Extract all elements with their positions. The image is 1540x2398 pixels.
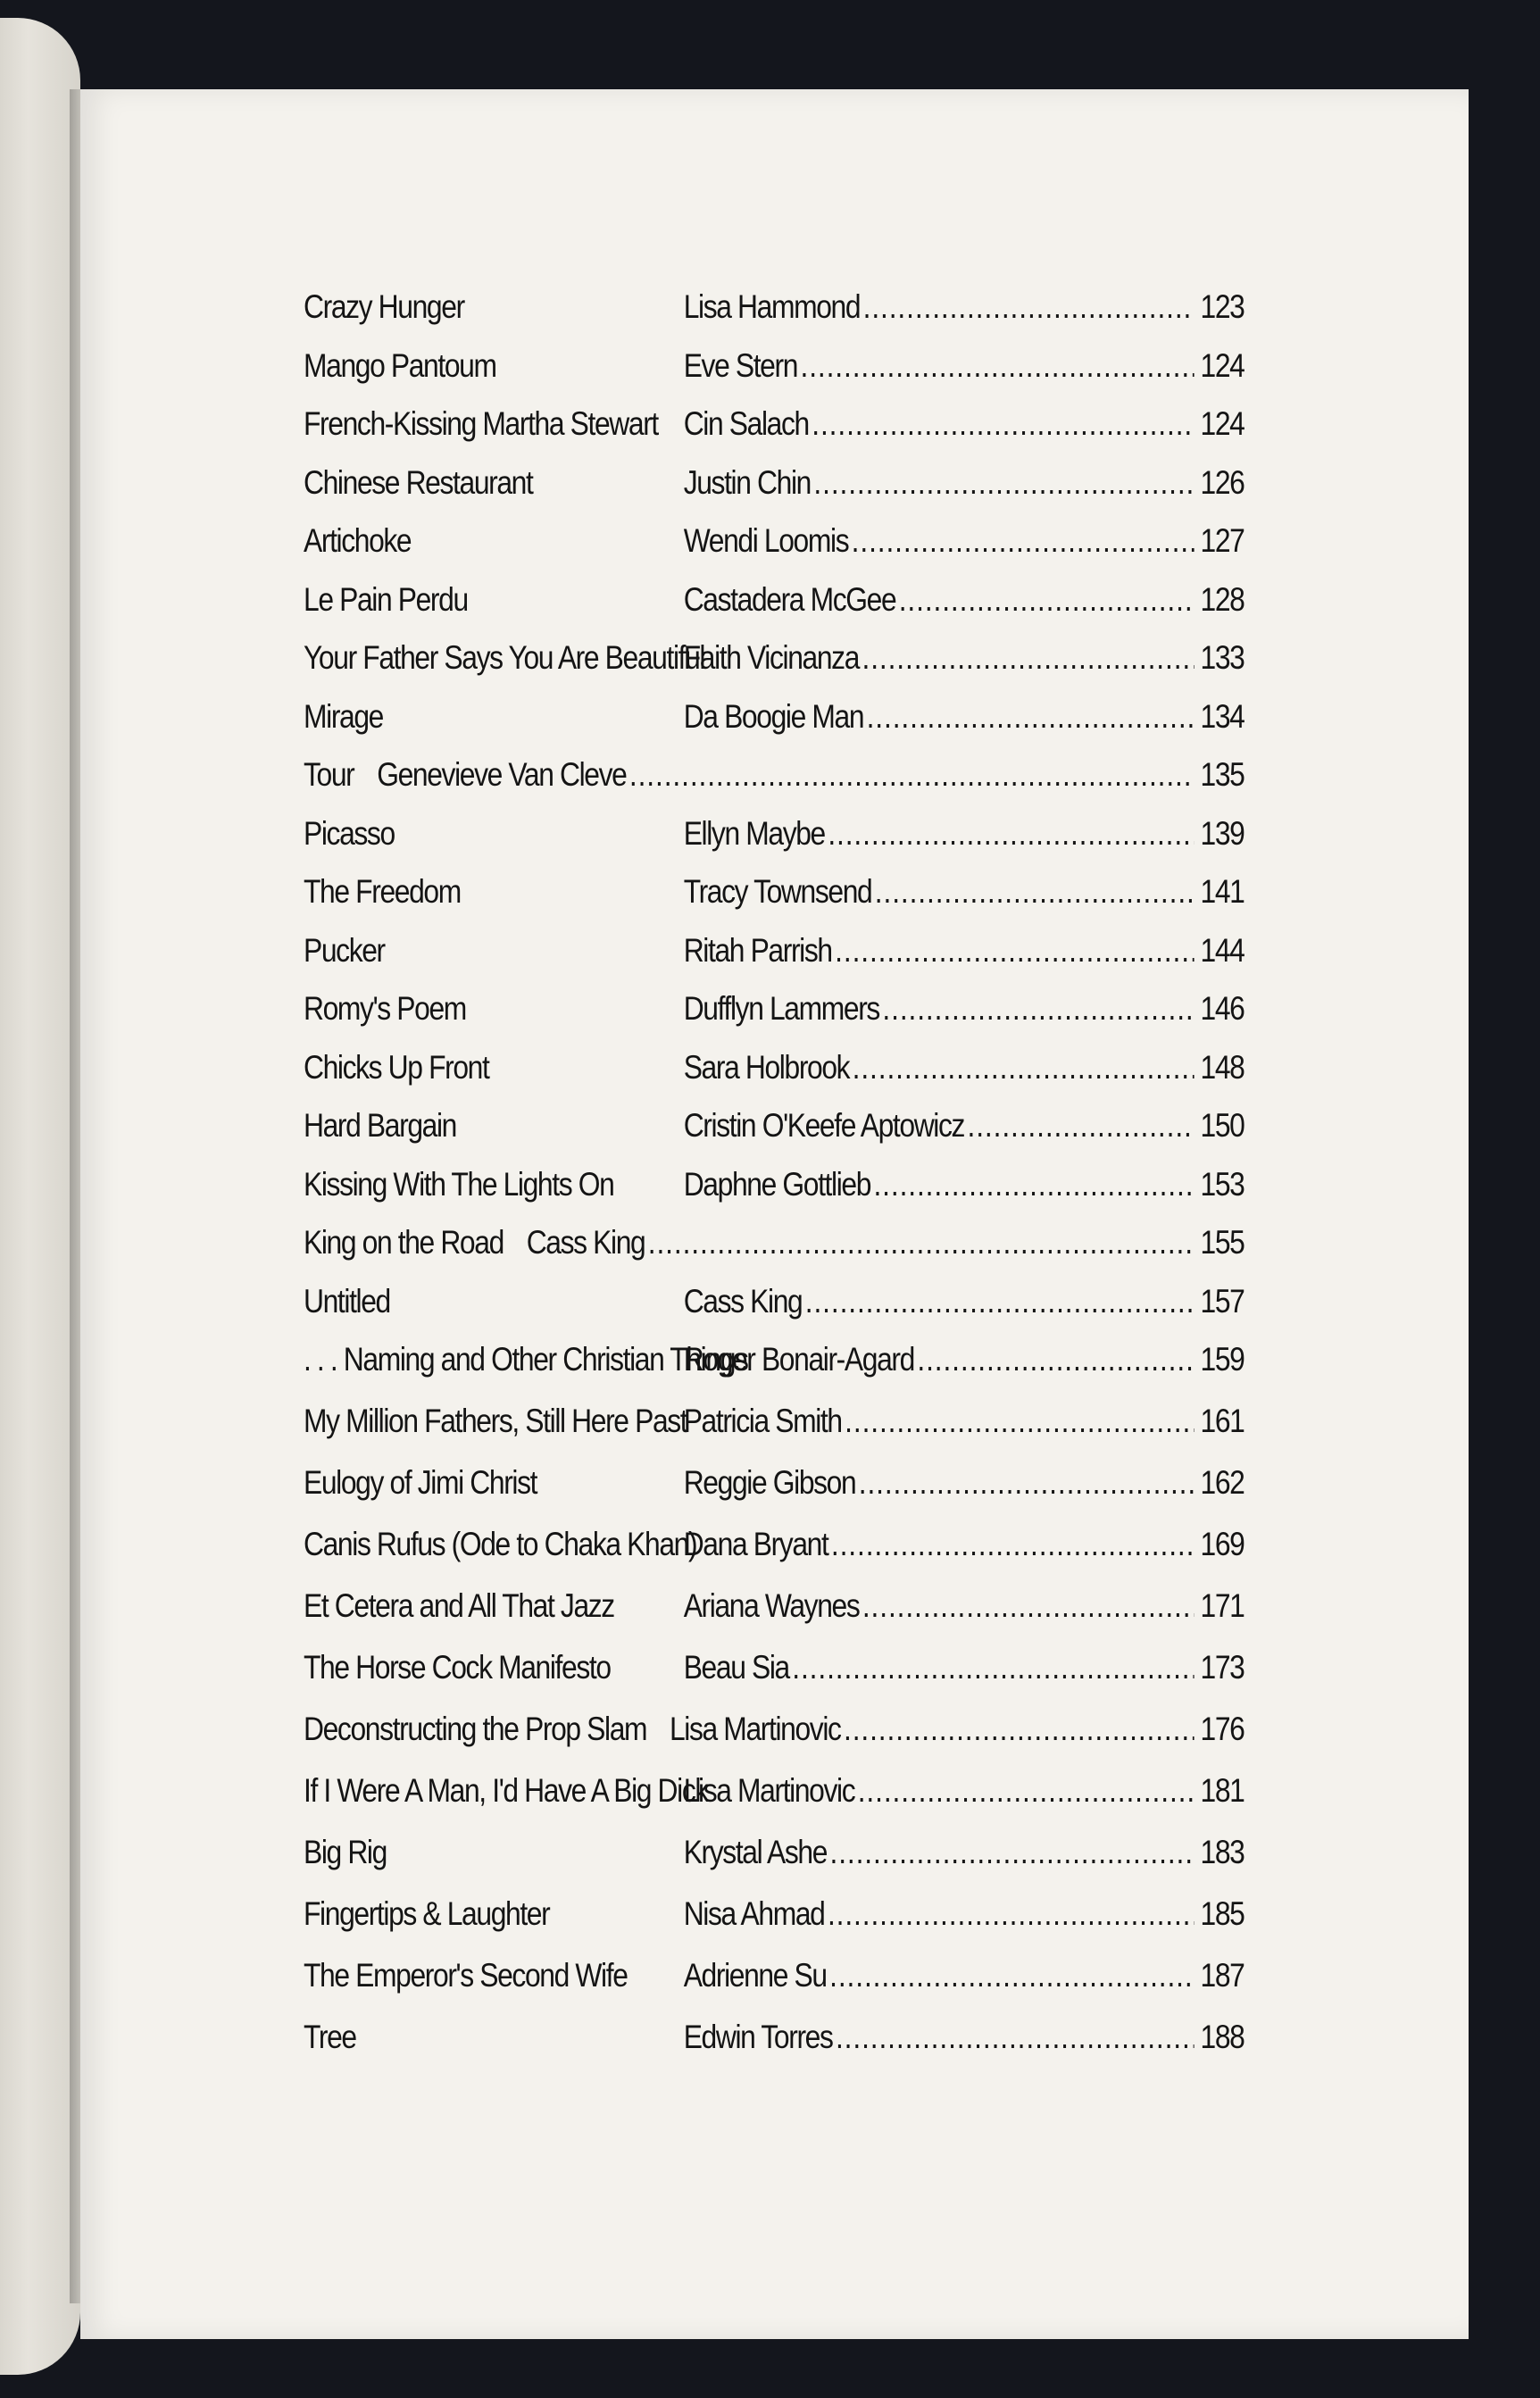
entry-page-number: 148 [1200, 1048, 1244, 1086]
entry-title: Mirage [304, 697, 384, 735]
dot-leader [862, 639, 1194, 677]
entry-page-number: 188 [1200, 2019, 1244, 2055]
entry-title: Tree [304, 2019, 356, 2055]
entry-page-number: 185 [1200, 1895, 1244, 1932]
entry-author: Da Boogie Man [683, 697, 864, 735]
dot-leader [800, 347, 1194, 385]
entry-page-number: 126 [1200, 463, 1244, 501]
entry-author: Cristin O'Keefe Aptowicz [683, 1107, 965, 1144]
entry-author-page [304, 1224, 1244, 1261]
entry-page-number: 187 [1200, 1957, 1244, 1994]
entry-author: Wendi Loomis [683, 522, 849, 559]
entry-author: Daphne Gottlieb [683, 1165, 871, 1203]
entry-author-page [684, 288, 1244, 326]
toc-entry [304, 281, 1244, 335]
entry-author: Dana Bryant [683, 1526, 828, 1562]
entry-title: Kissing With The Lights On [304, 1165, 614, 1203]
entry-title: The Horse Cock Manifesto [304, 1649, 611, 1686]
entry-title: Big Rig [304, 1834, 387, 1870]
dot-leader [805, 1283, 1195, 1320]
entry-author: Lisa Martinovic [669, 1711, 841, 1747]
dot-leader [829, 1957, 1195, 1994]
entry-author: Roger Bonair-Agard [683, 1341, 914, 1378]
entry-page-number: 157 [1200, 1282, 1244, 1320]
toc-entry [304, 983, 1244, 1037]
entry-author: Genevieve Van Cleve [377, 756, 627, 793]
dot-leader [828, 815, 1194, 853]
toc-entry [304, 691, 1244, 745]
entry-title: Untitled [304, 1282, 390, 1320]
entry-author: Cass King [683, 1282, 803, 1320]
dot-leader [862, 1587, 1195, 1625]
toc-entry [304, 749, 1244, 803]
entry-title: Pucker [304, 931, 385, 969]
entry-author-page [684, 1464, 1244, 1502]
toc-entry [304, 340, 1244, 394]
dot-leader [829, 1834, 1194, 1871]
dot-leader [853, 1049, 1195, 1087]
toc-entry [304, 457, 1244, 511]
facing-page-edge [0, 18, 80, 2375]
table-of-contents [80, 89, 1469, 2339]
entry-author: Ariana Waynes [683, 1587, 860, 1624]
entry-title: . . . Naming and Other Christian Things [304, 1341, 748, 1378]
entry-author-page [684, 815, 1244, 853]
entry-author-page [684, 1772, 1244, 1810]
toc-entry [304, 1217, 1244, 1270]
entry-author: Eve Stern [683, 346, 798, 384]
entry-title: Picasso [304, 814, 395, 852]
entry-author-page [684, 932, 1244, 970]
dot-leader [968, 1107, 1195, 1145]
toc-entry [304, 515, 1244, 569]
entry-title: Chinese Restaurant [304, 463, 533, 501]
entry-page-number: 144 [1200, 931, 1244, 969]
entry-page-number: 139 [1200, 814, 1244, 852]
dot-leader [917, 1341, 1194, 1378]
dot-leader [858, 1772, 1195, 1810]
entry-author-page [684, 581, 1244, 619]
entry-author-page [684, 1649, 1244, 1686]
entry-author: Cass King [526, 1224, 645, 1261]
toc-entry [304, 808, 1244, 862]
entry-title: Deconstructing the Prop Slam [304, 1711, 647, 1747]
toc-entry [304, 1395, 1244, 1449]
entry-author-page [684, 1587, 1244, 1625]
dot-leader [875, 873, 1195, 911]
entry-author-page [684, 2019, 1244, 2056]
entry-author-page [684, 1341, 1244, 1378]
entry-author: Adrienne Su [683, 1957, 827, 1994]
entry-author-page [684, 1283, 1244, 1320]
entry-author-page [684, 990, 1244, 1028]
entry-author: Patricia Smith [683, 1403, 842, 1439]
dot-leader [828, 1895, 1195, 1933]
entry-author: Sara Holbrook [683, 1048, 850, 1086]
dot-leader [863, 288, 1195, 326]
entry-page-number: 155 [1200, 1224, 1244, 1261]
dot-leader [844, 1711, 1195, 1748]
entry-author-page [684, 1957, 1244, 1994]
entry-title: If I Were A Man, I'd Have A Big Dick [304, 1772, 708, 1809]
entry-title: Le Pain Perdu [304, 580, 468, 618]
entry-author: Ritah Parrish [683, 931, 832, 969]
entry-author: Ellyn Maybe [683, 814, 825, 852]
entry-page-number: 124 [1200, 405, 1244, 442]
entry-page-number: 150 [1200, 1107, 1244, 1144]
entry-page-number: 176 [1200, 1711, 1244, 1747]
entry-title: The Freedom [304, 873, 461, 910]
entry-title: Hard Bargain [304, 1107, 456, 1144]
toc-entry [304, 925, 1244, 978]
toc-entry [304, 398, 1244, 452]
entry-title: Romy's Poem [304, 990, 466, 1027]
toc-entry [304, 1100, 1244, 1153]
entry-page-number: 134 [1200, 697, 1244, 735]
dot-leader [812, 405, 1194, 443]
entry-author-page [684, 639, 1244, 677]
entry-page-number: 181 [1200, 1772, 1244, 1809]
toc-entry [304, 1950, 1244, 2003]
toc-entry [304, 1519, 1244, 1572]
toc-entry [304, 1334, 1244, 1387]
entry-author-page [684, 522, 1244, 560]
entry-page-number: 159 [1200, 1341, 1244, 1378]
toc-entry [304, 1457, 1244, 1511]
toc-entry [304, 1703, 1244, 1757]
dot-leader [813, 464, 1194, 502]
dot-leader [629, 756, 1195, 794]
entry-page-number: 161 [1200, 1403, 1244, 1439]
toc-entry [304, 632, 1244, 686]
entry-page-number: 173 [1200, 1649, 1244, 1686]
toc-entry [304, 1765, 1244, 1819]
entry-author-page [304, 756, 1244, 794]
entry-title: Eulogy of Jimi Christ [304, 1464, 537, 1501]
entry-author-page [684, 464, 1244, 502]
entry-page-number: 127 [1200, 522, 1244, 559]
entry-author: Dufflyn Lammers [683, 990, 879, 1027]
entry-page-number: 128 [1200, 580, 1244, 618]
toc-entry [304, 866, 1244, 920]
entry-author-page [684, 1834, 1244, 1871]
entry-title: The Emperor's Second Wife [304, 1957, 628, 1994]
entry-title: Crazy Hunger [304, 288, 464, 325]
dot-leader [899, 581, 1195, 619]
entry-title: Your Father Says You Are Beautiful [304, 639, 705, 676]
entry-page-number: 135 [1200, 756, 1244, 793]
entry-page-number: 153 [1200, 1165, 1244, 1203]
entry-author-page [684, 405, 1244, 443]
entry-author-page [684, 1107, 1244, 1145]
entry-page-number: 124 [1200, 346, 1244, 384]
entry-author-page [684, 1403, 1244, 1440]
entry-author: Beau Sia [683, 1649, 789, 1686]
dot-leader [845, 1403, 1194, 1440]
entry-page-number: 183 [1200, 1834, 1244, 1870]
entry-author-page [684, 347, 1244, 385]
toc-entry [304, 2011, 1244, 2065]
dot-leader [792, 1649, 1194, 1686]
entry-title: French-Kissing Martha Stewart [304, 405, 658, 442]
entry-author: Lisa Martinovic [683, 1772, 855, 1809]
entry-page-number: 171 [1200, 1587, 1244, 1624]
entry-page-number: 169 [1200, 1526, 1244, 1562]
toc-entry [304, 1580, 1244, 1634]
dot-leader [867, 698, 1195, 736]
entry-author: Castadera McGee [683, 580, 896, 618]
entry-author-page [684, 698, 1244, 736]
dot-leader [835, 932, 1194, 970]
toc-entry [304, 1827, 1244, 1880]
toc-entry [304, 1042, 1244, 1095]
toc-entry [304, 1276, 1244, 1329]
dot-leader [859, 1464, 1195, 1502]
entry-author-page [684, 1166, 1244, 1203]
entry-page-number: 146 [1200, 990, 1244, 1027]
entry-title: Mango Pantoum [304, 346, 496, 384]
book-page [80, 89, 1469, 2339]
entry-page-number: 141 [1200, 873, 1244, 910]
entry-author: Cin Salach [683, 405, 809, 442]
dot-leader [831, 1526, 1195, 1563]
entry-title: King on the Road [304, 1224, 504, 1261]
entry-author-page [684, 1049, 1244, 1087]
entry-page-number: 162 [1200, 1464, 1244, 1501]
entry-title: Tour [304, 756, 354, 793]
entry-title: Canis Rufus (Ode to Chaka Khan) [304, 1526, 697, 1562]
entry-title: My Million Fathers, Still Here Past [304, 1403, 687, 1439]
toc-entry [304, 574, 1244, 628]
entry-author: Justin Chin [683, 463, 811, 501]
entry-author: Tracy Townsend [683, 873, 872, 910]
entry-author: Nisa Ahmad [683, 1895, 825, 1932]
toc-entry [304, 1159, 1244, 1212]
entry-title: Fingertips & Laughter [304, 1895, 550, 1932]
entry-title: Artichoke [304, 522, 412, 559]
dot-leader [648, 1224, 1195, 1261]
entry-page-number: 123 [1200, 288, 1244, 325]
dot-leader [873, 1166, 1194, 1203]
dot-leader [852, 522, 1195, 560]
entry-title: Et Cetera and All That Jazz [304, 1587, 614, 1624]
entry-author-page [684, 873, 1244, 911]
entry-author-page [684, 1895, 1244, 1933]
entry-page-number: 133 [1200, 639, 1244, 676]
entry-author: Reggie Gibson [683, 1464, 856, 1501]
dot-leader [836, 2019, 1195, 2056]
entry-author-page [304, 1711, 1244, 1748]
dot-leader [882, 990, 1194, 1028]
entry-author: Lisa Hammond [683, 288, 861, 325]
entry-author: Faith Vicinanza [683, 639, 860, 676]
toc-entry [304, 1642, 1244, 1695]
entry-title: Chicks Up Front [304, 1048, 489, 1086]
toc-entry [304, 1888, 1244, 1942]
entry-author: Krystal Ashe [683, 1834, 828, 1870]
entry-author-page [684, 1526, 1244, 1563]
entry-author: Edwin Torres [683, 2019, 833, 2055]
